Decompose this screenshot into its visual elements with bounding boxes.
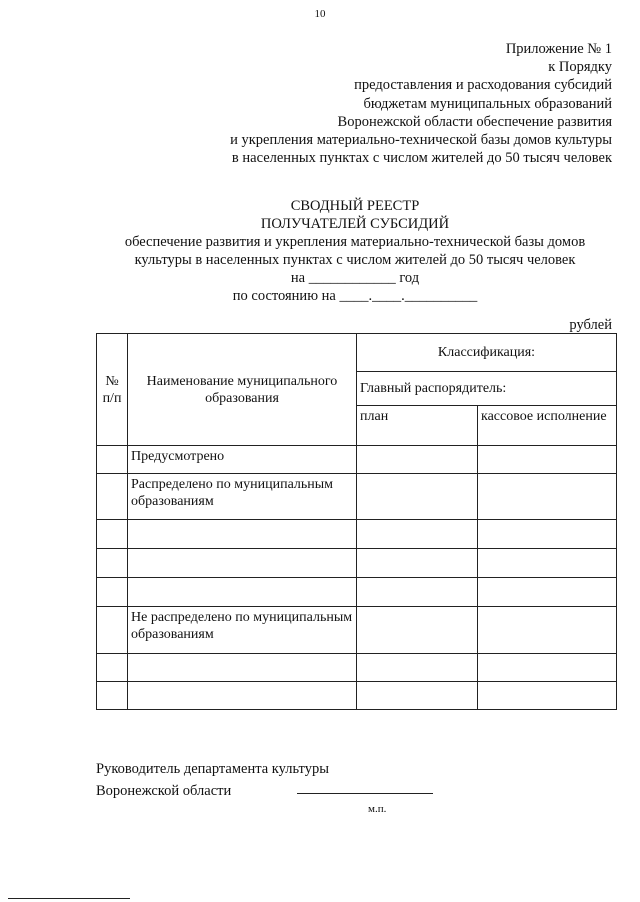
- header-plan: план: [357, 406, 478, 446]
- appendix-line: Приложение № 1: [505, 41, 612, 57]
- table-cell: [128, 578, 357, 607]
- table-cell: [97, 654, 128, 682]
- signature-line: [297, 793, 433, 794]
- currency-label: рублей: [569, 317, 612, 333]
- year-line: на ____________ год: [290, 270, 420, 286]
- table-cell: [128, 682, 357, 710]
- subtitle-line: обеспечение развития и укрепления материально-технической базы домов: [124, 234, 586, 250]
- appendix-line: Воронежской области обеспечение развития: [337, 113, 612, 130]
- table-cell: [97, 520, 128, 549]
- appendix-line: к Порядку: [548, 59, 612, 76]
- appendix-line: предоставления и расходования субсидий: [354, 77, 612, 94]
- table-cell: [357, 607, 478, 654]
- table-cell: [97, 578, 128, 607]
- table-row: [97, 578, 617, 607]
- table-cell: [478, 520, 617, 549]
- table-row: [97, 549, 617, 578]
- date-line: по состоянию на ____.____.__________: [232, 288, 478, 304]
- table-row: [97, 446, 617, 474]
- appendix-line: бюджетам муниципальных образований: [363, 95, 612, 112]
- header-number: № п/п: [97, 334, 128, 446]
- table-row: [97, 474, 617, 520]
- table-cell: [97, 474, 128, 520]
- table-cell: [478, 474, 617, 520]
- table-cell: [357, 682, 478, 710]
- signature-position: Руководитель департамента культуры: [96, 761, 329, 777]
- table-row: [97, 520, 617, 549]
- appendix-line: в населенных пунктах с числом жителей до 50 тысяч человек: [231, 150, 612, 167]
- subtitle-line: культуры в населенных пунктах с числом жителей до 50 тысяч человек: [134, 252, 576, 268]
- row-planned: Предусмотрено: [128, 446, 357, 474]
- table-cell: [357, 549, 478, 578]
- header-classification: Классификация:: [357, 334, 617, 372]
- footnote-divider: [8, 898, 130, 899]
- table-cell: [478, 682, 617, 710]
- table-cell: [128, 549, 357, 578]
- table-cell: [478, 578, 617, 607]
- table-cell: [128, 654, 357, 682]
- table-cell: [97, 682, 128, 710]
- appendix-header: [230, 40, 612, 167]
- stamp-place: м.п.: [368, 803, 387, 815]
- table-cell: [357, 654, 478, 682]
- title-line: ПОЛУЧАТЕЛЕЙ СУБСИДИЙ: [260, 216, 450, 232]
- table-row: [97, 682, 617, 710]
- registry-table: [96, 333, 617, 710]
- table-cell: [357, 446, 478, 474]
- table-cell: [478, 654, 617, 682]
- appendix-line: и укрепления материально-технической базы домов культуры: [230, 132, 612, 149]
- table-cell: [357, 520, 478, 549]
- header-execution: кассовое исполнение: [478, 406, 617, 446]
- table-cell: [97, 549, 128, 578]
- table-row: [97, 654, 617, 682]
- header-distributor: Главный распорядитель:: [357, 372, 617, 406]
- title-line: СВОДНЫЙ РЕЕСТР: [290, 198, 420, 214]
- table-header-row: [97, 334, 617, 372]
- signature-region: Воронежской области: [96, 783, 232, 799]
- table-cell: [357, 578, 478, 607]
- table-row: [97, 607, 617, 654]
- page-number: 10: [314, 8, 326, 20]
- row-distributed: Распределено по муниципальным образованиям: [128, 474, 357, 520]
- table-cell: [478, 446, 617, 474]
- table-cell: [128, 520, 357, 549]
- document-title: [40, 197, 640, 305]
- header-name: Наименование муниципального образования: [128, 334, 357, 446]
- table-cell: [478, 607, 617, 654]
- table-cell: [357, 474, 478, 520]
- row-not-distributed: Не распределено по муниципальным образованиям: [128, 607, 357, 654]
- table-cell: [478, 549, 617, 578]
- signature-block: [96, 758, 329, 802]
- table-cell: [97, 607, 128, 654]
- table-cell: [97, 446, 128, 474]
